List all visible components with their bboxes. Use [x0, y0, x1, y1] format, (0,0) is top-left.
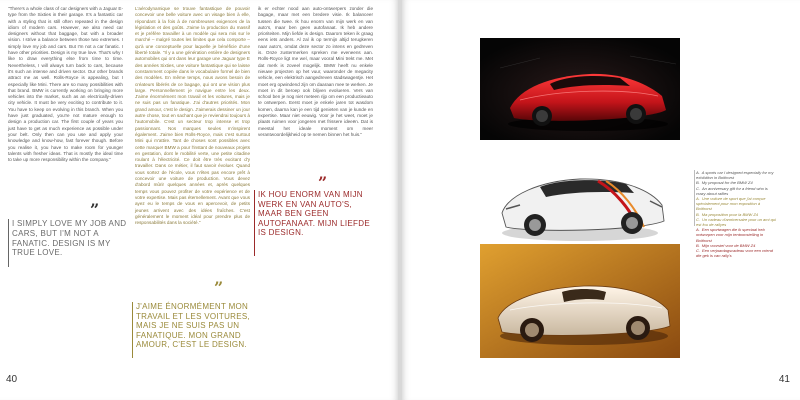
caption-item: A. A sports car I designed especially for my exhibition in Boithorst	[696, 170, 774, 181]
english-text-column: "There's a whole class of car designers with a Jaguar E-type from the Sixties in their garage. It's a fantastic car with a styling that is still often repeated in the design idiom of modern cars. However, we also need car designers without that baggage, but with a broader vision. I strive a balance between those two extremes. I simply love my job and cars. But I'm not a car fanatic. I have other priorities. Design is my true love. That's why I like to draw everything else from time to time. Nevertheless, I will always turn back to cars, because it's such an intense and driven sector. Our other brands attract me as well. Rolls-Royce is appealing, but I especially like Mini. There are so many possibilities with that brand. BMW is currently working on bringing more vehicles into the market, such as an electrically-driven city vehicle. It must be very exciting to contribute to it. You have to keep on evolving in this branch. When you have just graduated, you're not mature enough to design a production car. The first couple of years you just have to get as much experience as possible under your belt. Only then can you use and apply your knowledge and know-how, fast forever though. Before you realise it, you have to make room for younger talents with fresher ideas. That is mostly the ideal time to take up more responsibility within the company."	[8, 6, 123, 163]
caption-divider	[694, 170, 695, 226]
image-captions	[696, 170, 776, 258]
caption-item: C. Un cadeau d'anniversaire pour un ami qui est fou de rallyes	[696, 216, 776, 228]
french-text-column: L'aérodynamique se trouve fantastique de pouvoir concevoir une belle voiture avec un visage bien à elle, répondant à la fois à de nombreuses exigences de la législation et des goûts. J'aime la production du massif et je préfère travailler à un modèle qui sera mis sur le marché – malgré toutes les limites que cela comporte – qu'à une conceptuelle pour laquelle je bénéficie d'une liberté totale. "Il y a une génération entière de designers automobiles qui ont dans leur garage une Jaguar type E des années Sixties, une voiture fantastique qui se laisse constamment copiée dans le vocabulaire formel de bien des modèles. En même temps, nous avons besoin de créateurs libérés de ce bagage, qui ont une vision plus large. Personnellement je navigue entre les deux. J'aime énormément mon travail et les voitures, mais je ne suis pas un fanatique. J'ai d'autres priorités. Mon grand amour, c'est le design. J'aimerais dessiner un jour autre chose, tout en sachant que je reviendrai toujours à l'automobile. C'est un secteur trop intense et trop passionnant. Nos marques seules m'inspirent également. J'aime bien Rolls-Royce, mais c'est surtout Mini qui m'attire. Tant de choses sont possibles avec cette marque! BMW a pour l'instant de nouveaux projets en gestation, dont le mobilité verte, une petite citadine roulant à l'électricité. Ce doit être très excitant d'y travailler. Dans ce métier, il faut savoir évoluer. Quand vous sortez de l'école, vous n'êtes pas encore prêt à concevoir une voiture de production. Vous devez d'abord mûrir quelques années et, après quelques temps vous pouvez profiter de votre expérience et de votre expertise. Mais pas éternellement. Avant que vous ayez eu le temps de vous en apercevoir, de petits jeunes arrivent avec des idées fraîches. C'est généralement le moment idéal pour prendre plus de responsabilités dans la société."	[135, 6, 250, 226]
left-page	[0, 0, 398, 400]
quote-bar	[254, 190, 255, 256]
roadster-concept-sketch	[480, 244, 680, 358]
quote-mark-icon: ”	[90, 200, 100, 219]
red-car-sketch-image	[480, 38, 680, 140]
page-number: 40	[6, 374, 18, 385]
orange-roadster-sketch-image	[480, 244, 680, 358]
caption-item: B. My proposal for the BMW Z4	[696, 180, 753, 186]
page-number: 41	[778, 374, 790, 385]
caption-item: C. An anniversary gift for a friend who is crazy about rallies	[696, 185, 768, 196]
caption-item: A. Een sportwagen die ik speciaal heb ontworpen voor mijn tentoonstelling in Boithorst	[696, 227, 765, 243]
quote-bar	[8, 219, 9, 267]
quote-mark-icon: ”	[318, 173, 328, 192]
white-car-sketch-image	[480, 151, 680, 247]
caption-item: B. Ma proposition pour la BMW Z4	[696, 211, 759, 217]
quote-mark-icon: ”	[214, 278, 224, 297]
caption-item: B. Mijn voorstel voor de BMW Z4	[696, 242, 756, 248]
caption-item: C. Een verjaardagscadeau voor een vriend die gek is van rally's	[696, 248, 773, 259]
caption-item: A. Une voiture de sport que j'ai conçue spécialement pour mon exposition à Boithorst	[696, 196, 766, 212]
quote-bar	[132, 302, 133, 358]
dutch-text-column: ik er echter nood aan auto-ontwerpers zonder die bagage, maar met een bredere visie. Ik balanceer tussen die twee. Ik hou enorm van mijn werk en van auto's, maar ben geen autofanaat. Ik heb andere prioriteiten. Mijn liefde is design. Daarom teken ik graag eens iets anders. Al zal ik op termijn altijd terugkeren naar auto's, omdat deze sector zo intens en gedreven is. Onze zustermerken spreken me eveneens aan. Rolls-Royce ligt me wel, maar vooral Mini trekt me. Met dat merk is zoveel mogelijk. BMW heeft nu enkele nieuwe projecten op het vuur, waaronder de megacity vehicle, een elektrisch aangedreven stadswagentje. Het moet erg opwindend zijn om daaraan mee te werken. Je moet in dit beroep ook blijven evolueren. Vers van school ben je nog niet meteen rijp om een productieauto te ontwerpen. Eerst moet je enkele jaren tot wasdom komen, daarna kan je een tijd genieten van je kunde en expertise. Maar niet eeuwig. Voor je het weet, moet je plaats ruimen voor jongeren met frissere ideeën. Dat is meestal het ideale moment om meer verantwoordelijkheid op te nemen binnen het huis."	[258, 6, 373, 137]
right-page	[402, 0, 800, 400]
pull-quote-french: J'AIME ÉNORMÉMENT MON TRAVAIL ET LES VOITURES, MAIS JE NE SUIS PAS UN FANATIQUE. MON GRAND AMOUR, C'EST LE DESIGN.	[136, 302, 251, 350]
pull-quote-english: I SIMPLY LOVE MY JOB AND CARS, BUT I'M NOT A FANATIC. DESIGN IS MY TRUE LOVE.	[12, 219, 127, 258]
pull-quote-dutch: IK HOU ENORM VAN MIJN WERK EN VAN AUTO'S, MAAR BEN GEEN AUTOFANAAT. MIJN LIEFDE IS DESIGN.	[258, 190, 370, 238]
red-concept-car-sketch	[480, 38, 680, 140]
white-bmw-concept-sketch	[480, 151, 680, 247]
